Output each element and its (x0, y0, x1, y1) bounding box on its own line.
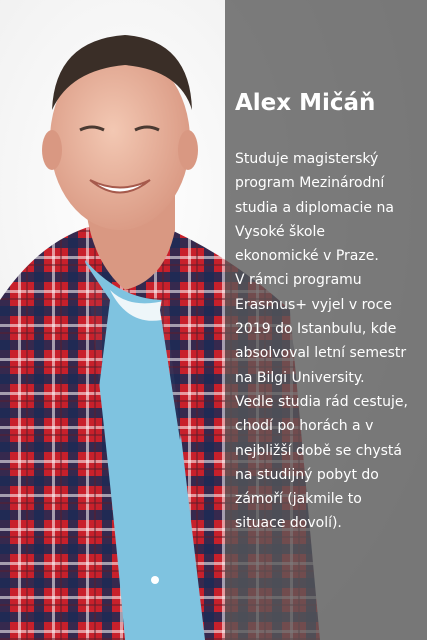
bio-line: situace dovolí). (235, 515, 342, 532)
bio-line: Erasmus+ vyjel v roce (235, 296, 392, 313)
bio-line: Vedle studia rád cestuje, (235, 393, 408, 410)
bio-line: V rámci programu (235, 272, 362, 289)
bio-line: ekonomické v Praze. (235, 248, 379, 265)
bio-line: absolvoval letní semestr (235, 345, 407, 362)
bio-line: na Bilgi University. (235, 369, 365, 386)
bio-line: nejbližší době se chystá (235, 442, 403, 459)
bio-line: na studijný pobyt do (235, 466, 379, 483)
bio-line: 2019 do Istanbulu, kde (235, 321, 397, 338)
person-name: Alex Mičáň (235, 90, 376, 116)
bio-line: program Mezinárodní (235, 175, 385, 192)
bio-line: Studuje magisterský (235, 151, 379, 167)
bio-line: Vysoké škole (235, 223, 325, 240)
bio-line: studia a diplomacie na (235, 199, 394, 216)
bio-text (235, 147, 425, 536)
bio-line: zámoří (jakmile to (235, 491, 362, 508)
bio-line: chodí po horách a v (235, 418, 374, 435)
